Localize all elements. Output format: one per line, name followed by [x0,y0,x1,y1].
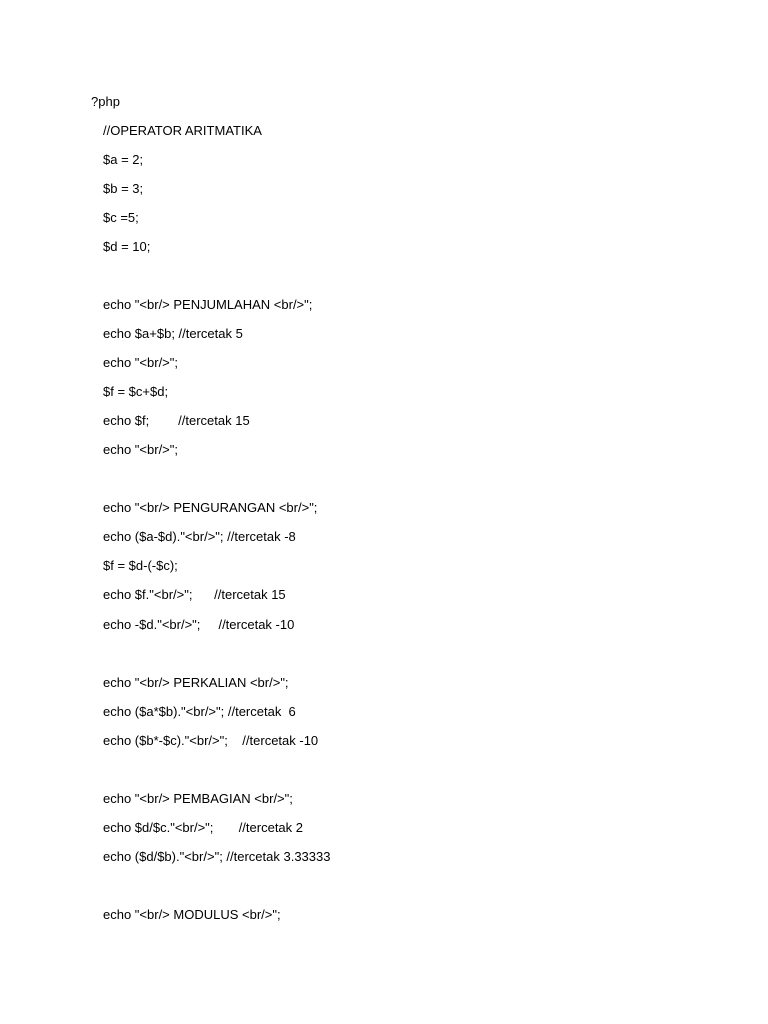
code-line: echo "<br/> PENJUMLAHAN <br/>"; [103,297,313,312]
code-line: echo "<br/> MODULUS <br/>"; [103,907,281,922]
code-line: echo ($a-$d)."<br/>"; //tercetak -8 [103,529,296,544]
code-line: ?php [91,94,120,109]
code-line: echo "<br/> PERKALIAN <br/>"; [103,675,289,690]
code-line: $f = $d-(-$c); [103,558,178,573]
code-line: echo ($d/$b)."<br/>"; //tercetak 3.33333 [103,849,331,864]
code-line: echo "<br/>"; [103,355,178,370]
code-line: $b = 3; [103,181,144,196]
code-line: echo "<br/>"; [103,442,178,457]
code-line: echo $f; //tercetak 15 [103,413,250,428]
code-line: echo $f."<br/>"; //tercetak 15 [103,587,286,602]
code-line: echo $a+$b; //tercetak 5 [103,326,243,341]
code-line: //OPERATOR ARITMATIKA [103,123,262,138]
code-line: echo $d/$c."<br/>"; //tercetak 2 [103,820,304,835]
code-line: $c =5; [103,210,139,225]
code-line: $a = 2; [103,152,144,167]
code-line: $d = 10; [103,239,151,254]
code-line: echo "<br/> PENGURANGAN <br/>"; [103,500,318,515]
code-line: echo "<br/> PEMBAGIAN <br/>"; [103,791,293,806]
code-line: echo ($a*$b)."<br/>"; //tercetak 6 [103,704,296,719]
code-line: echo ($b*-$c)."<br/>"; //tercetak -10 [103,733,319,748]
code-line: $f = $c+$d; [103,384,169,399]
code-line: echo -$d."<br/>"; //tercetak -10 [103,617,295,632]
